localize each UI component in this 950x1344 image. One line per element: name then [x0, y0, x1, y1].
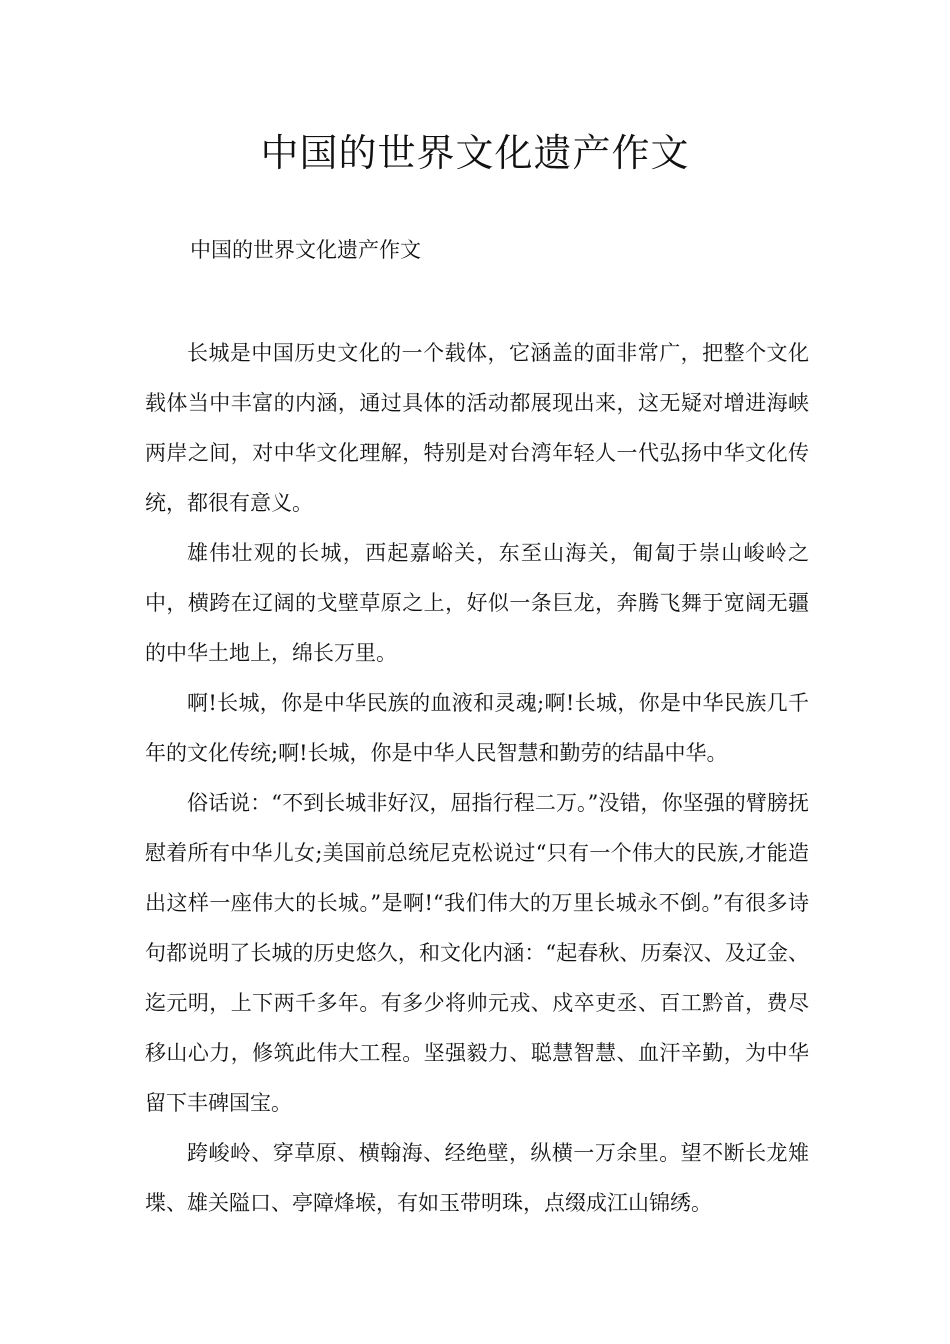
body-paragraph: 长城是中国历史文化的一个载体，它涵盖的面非常广，把整个文化载体当中丰富的内涵，通过具体的活动都展现出来，这无疑对增进海峡两岸之间，对中华文化理解，特别是对台湾年轻人一代弘扬中华文化传统，都很有意义。 [145, 341, 809, 515]
document-body [145, 328, 809, 1228]
document-subtitle: 中国的世界文化遗产作文 [190, 238, 421, 262]
document-title: 中国的世界文化遗产作文 [260, 131, 690, 175]
body-paragraph: 俗话说：“不到长城非好汉，屈指行程二万。”没错，你坚强的臂膀抚慰着所有中华儿女;美国前总统尼克松说过“只有一个伟大的民族,才能造出这样一座伟大的长城。”是啊!“我们伟大的万里长城永不倒。”有很多诗句都说明了长城的历史悠久，和文化内涵：“起春秋、历秦汉、及辽金、迄元明，上下两千多年。有多少将帅元戎、戍卒吏丞、百工黔首，费尽移山心力，修筑此伟大工程。坚强毅力、聪慧智慧、血汗辛勤，为中华留下丰碑国宝。 [145, 791, 809, 1115]
body-paragraph: 跨峻岭、穿草原、横翰海、经绝壁，纵横一万余里。望不断长龙雉堞、雄关隘口、亭障烽堠，有如玉带明珠，点缀成江山锦绣。 [145, 1141, 809, 1215]
body-paragraph: 雄伟壮观的长城，西起嘉峪关，东至山海关，匍匐于崇山峻岭之中，横跨在辽阔的戈壁草原之上，好似一条巨龙，奔腾飞舞于宽阔无疆的中华土地上，绵长万里。 [145, 541, 809, 665]
body-paragraph: 啊!长城，你是中华民族的血液和灵魂;啊!长城，你是中华民族几千年的文化传统;啊!长城，你是中华人民智慧和勤劳的结晶中华。 [145, 691, 809, 765]
